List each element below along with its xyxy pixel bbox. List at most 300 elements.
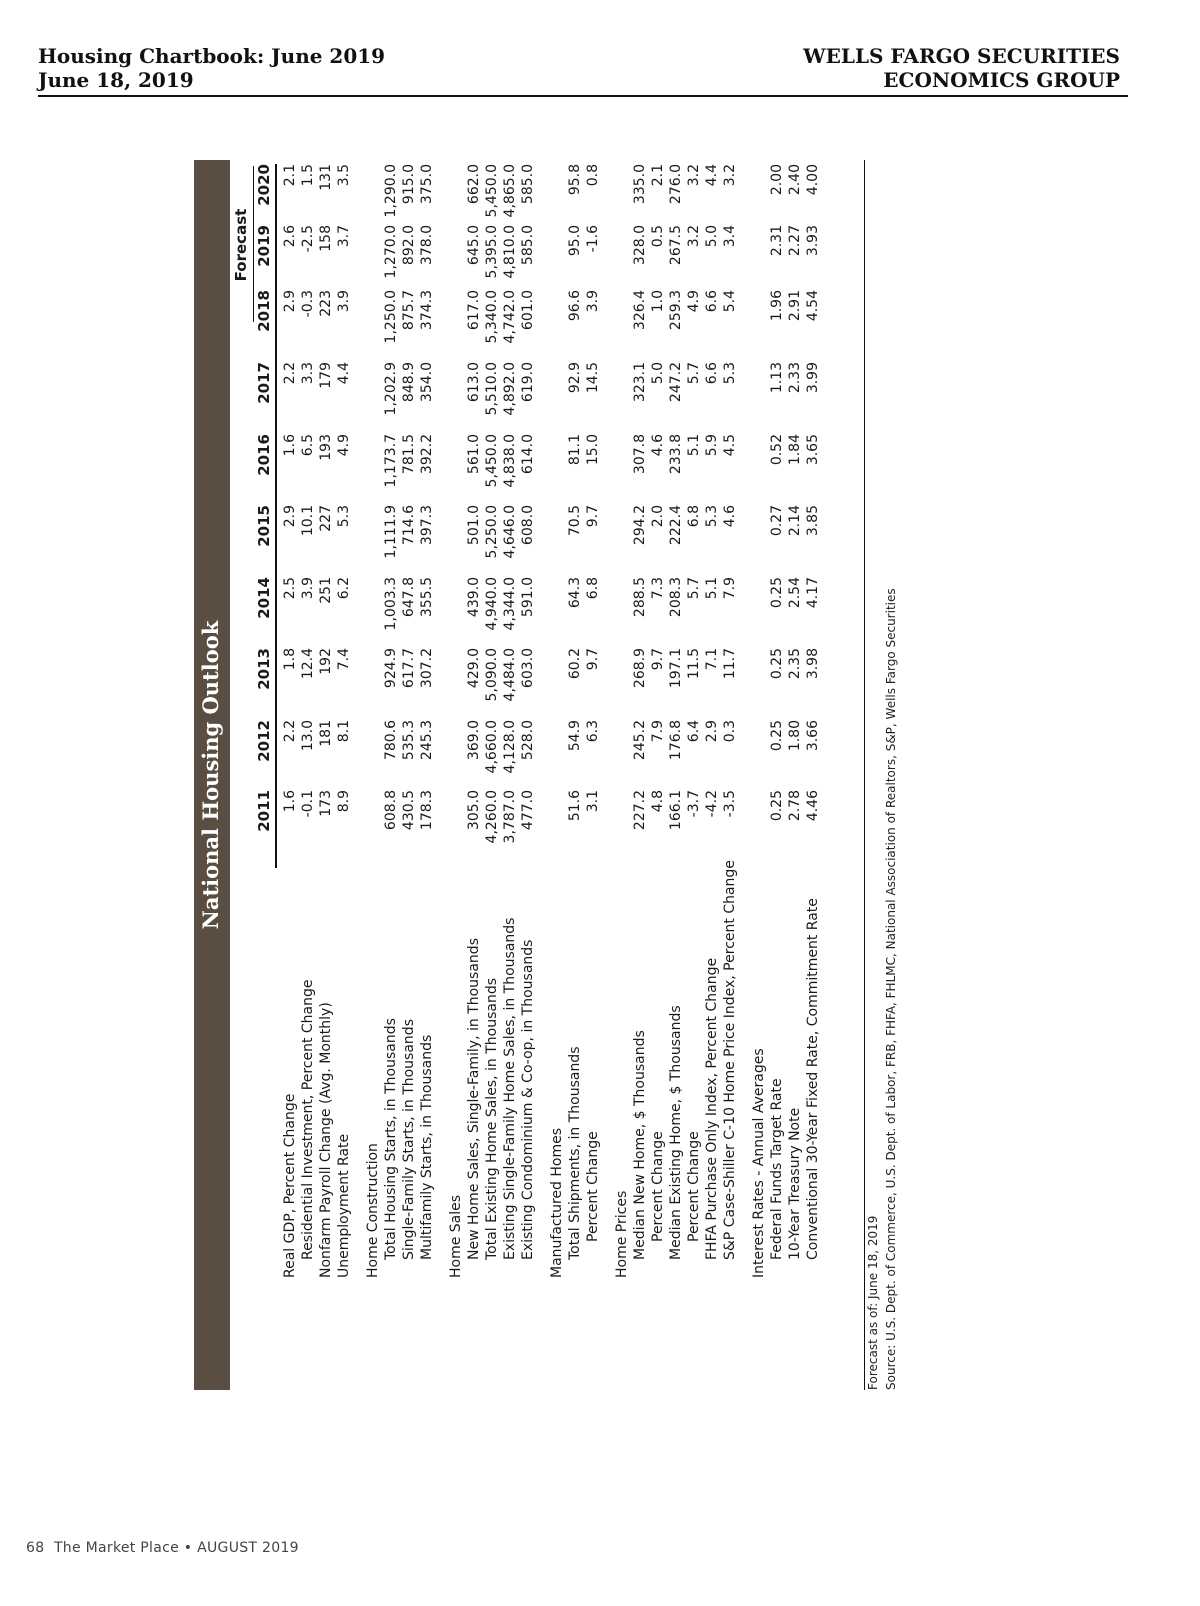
cell-2016: 6.5 — [300, 434, 316, 457]
cell-2012: 369.0 — [466, 720, 482, 761]
year-header-2014: 2014 — [254, 577, 277, 655]
year-header-2016: 2016 — [254, 434, 277, 512]
year-header-2015: 2015 — [254, 505, 277, 583]
table-row — [768, 160, 786, 1390]
table-row — [317, 160, 335, 1390]
cell-2011: 3,787.0 — [502, 790, 518, 844]
cell-2011: 227.2 — [632, 790, 648, 831]
cell-2015: 5,250.0 — [484, 505, 500, 559]
table-title: National Housing Outlook — [198, 620, 223, 930]
cell-2015: 10.1 — [300, 505, 316, 537]
cell-2018: 3.9 — [585, 290, 601, 313]
cell-2016: 392.2 — [419, 434, 435, 475]
cell-2013: 617.7 — [401, 648, 417, 689]
cell-2012: 245.2 — [632, 720, 648, 761]
table-row — [299, 160, 317, 1390]
cell-2019: -1.6 — [585, 225, 601, 253]
cell-2012: 181 — [318, 720, 334, 747]
cell-2011: 430.5 — [401, 790, 417, 831]
cell-2014: 1,003.3 — [383, 577, 399, 631]
cell-2016: 1.6 — [282, 434, 298, 457]
section-header-row — [548, 160, 566, 1390]
cell-2020: 2.00 — [769, 164, 785, 196]
table-row — [382, 160, 400, 1390]
cell-2016: 5.1 — [686, 434, 702, 457]
cell-2020: 5,450.0 — [484, 164, 500, 218]
row-label: Unemployment Rate — [336, 1133, 352, 1278]
cell-2019: 328.0 — [632, 225, 648, 266]
cell-2018: 2.91 — [787, 290, 803, 322]
cell-2012: 780.6 — [383, 720, 399, 761]
cell-2011: -3.5 — [722, 790, 738, 818]
cell-2015: 1,111.9 — [383, 505, 399, 559]
cell-2018: 1.0 — [650, 290, 666, 313]
table-row — [465, 160, 483, 1390]
page-number: 68 — [26, 1540, 45, 1556]
cell-2016: 4,838.0 — [502, 434, 518, 488]
table-row — [703, 160, 721, 1390]
cell-2015: 2.0 — [650, 505, 666, 528]
cell-2015: 714.6 — [401, 505, 417, 546]
cell-2014: 3.9 — [300, 577, 316, 600]
cell-2013: 11.7 — [722, 648, 738, 680]
cell-2011: 4,260.0 — [484, 790, 500, 844]
cell-2011: 1.6 — [282, 790, 298, 813]
cell-2011: -3.7 — [686, 790, 702, 818]
cell-2019: 378.0 — [419, 225, 435, 266]
cell-2013: 7.4 — [336, 648, 352, 671]
cell-2011: 173 — [318, 790, 334, 817]
cell-2020: 1,290.0 — [383, 164, 399, 218]
cell-2011: 0.25 — [769, 790, 785, 822]
year-header-2012: 2012 — [254, 720, 277, 798]
cell-2014: 64.3 — [567, 577, 583, 609]
issue-date: AUGUST 2019 — [197, 1540, 299, 1556]
cell-2017: 5,510.0 — [484, 362, 500, 416]
cell-2011: 8.9 — [336, 790, 352, 813]
cell-2018: 374.3 — [419, 290, 435, 331]
cell-2011: -4.2 — [704, 790, 720, 818]
cell-2018: 96.6 — [567, 290, 583, 322]
cell-2011: 305.0 — [466, 790, 482, 831]
section-header-row — [613, 160, 631, 1390]
cell-2019: 892.0 — [401, 225, 417, 266]
cell-2019: 3.7 — [336, 225, 352, 248]
cell-2020: 131 — [318, 164, 334, 191]
document-header-left — [38, 44, 385, 92]
cell-2014: 208.3 — [668, 577, 684, 618]
row-label: Single-Family Starts, in Thousands — [401, 1019, 417, 1260]
cell-2012: 176.8 — [668, 720, 684, 761]
cell-2020: 276.0 — [668, 164, 684, 205]
cell-2012: 535.3 — [401, 720, 417, 761]
cell-2018: 223 — [318, 290, 334, 317]
cell-2019: 0.5 — [650, 225, 666, 248]
cell-2012: 6.4 — [686, 720, 702, 743]
cell-2015: 3.85 — [805, 505, 821, 537]
cell-2014: 4,940.0 — [484, 577, 500, 631]
header-divider — [38, 95, 1128, 97]
table-row — [400, 160, 418, 1390]
cell-2019: 585.0 — [520, 225, 536, 266]
cell-2011: 2.78 — [787, 790, 803, 822]
forecast-note: Forecast as of: June 18, 2019 — [866, 1215, 880, 1390]
table-row — [804, 160, 822, 1390]
cell-2012: 7.9 — [650, 720, 666, 743]
cell-2014: 6.2 — [336, 577, 352, 600]
cell-2020: 0.8 — [585, 164, 601, 187]
cell-2014: 2.5 — [282, 577, 298, 600]
row-label: Median Existing Home, $ Thousands — [668, 1005, 684, 1260]
footer-bullet: • — [183, 1540, 193, 1556]
cell-2017: 5.0 — [650, 362, 666, 385]
chartbook-date: June 18, 2019 — [38, 68, 194, 92]
cell-2016: 561.0 — [466, 434, 482, 475]
cell-2012: 528.0 — [520, 720, 536, 761]
cell-2016: 4.6 — [650, 434, 666, 457]
cell-2012: 0.3 — [722, 720, 738, 743]
cell-2017: 92.9 — [567, 362, 583, 394]
row-label: Percent Change — [585, 1131, 601, 1242]
cell-2014: 7.9 — [722, 577, 738, 600]
cell-2020: 4,865.0 — [502, 164, 518, 218]
cell-2012: 6.3 — [585, 720, 601, 743]
row-label: Total Shipments, in Thousands — [567, 1046, 583, 1260]
cell-2017: 3.3 — [300, 362, 316, 385]
cell-2013: 9.7 — [585, 648, 601, 671]
cell-2011: 4.46 — [805, 790, 821, 822]
cell-2018: 5.4 — [722, 290, 738, 313]
cell-2011: 166.1 — [668, 790, 684, 831]
row-label: Median New Home, $ Thousands — [632, 1030, 648, 1260]
cell-2019: 2.31 — [769, 225, 785, 257]
cell-2011: 608.8 — [383, 790, 399, 831]
cell-2018: 326.4 — [632, 290, 648, 331]
row-label: Percent Change — [650, 1131, 666, 1242]
cell-2012: 0.25 — [769, 720, 785, 752]
cell-2017: 3.99 — [805, 362, 821, 394]
cell-2017: 5.7 — [686, 362, 702, 385]
cell-2014: 439.0 — [466, 577, 482, 618]
year-header-2011: 2011 — [254, 790, 277, 868]
cell-2016: 4.5 — [722, 434, 738, 457]
section-label: Home Prices — [614, 1190, 630, 1278]
cell-2019: 5.0 — [704, 225, 720, 248]
cell-2015: 608.0 — [520, 505, 536, 546]
row-label: Total Housing Starts, in Thousands — [383, 1018, 399, 1260]
cell-2016: 307.8 — [632, 434, 648, 475]
cell-2019: 158 — [318, 225, 334, 252]
row-label: Multifamily Starts, in Thousands — [419, 1034, 435, 1260]
table-row — [418, 160, 436, 1390]
cell-2016: 614.0 — [520, 434, 536, 475]
notes-divider — [864, 160, 865, 1390]
cell-2016: 781.5 — [401, 434, 417, 475]
cell-2015: 5.3 — [336, 505, 352, 528]
forecast-label: Forecast — [232, 208, 250, 282]
cell-2020: 662.0 — [466, 164, 482, 205]
cell-2018: 5,340.0 — [484, 290, 500, 344]
row-label: S&P Case-Shiller C-10 Home Price Index, Percent Change — [722, 860, 738, 1260]
cell-2019: 267.5 — [668, 225, 684, 266]
cell-2019: 2.27 — [787, 225, 803, 257]
cell-2013: 197.1 — [668, 648, 684, 689]
org-name-line2: ECONOMICS GROUP — [883, 68, 1120, 92]
cell-2013: 3.98 — [805, 648, 821, 680]
cell-2012: 2.2 — [282, 720, 298, 743]
cell-2015: 2.9 — [282, 505, 298, 528]
cell-2013: 0.25 — [769, 648, 785, 680]
cell-2011: -0.1 — [300, 790, 316, 818]
cell-2016: 1.84 — [787, 434, 803, 466]
table-row — [786, 160, 804, 1390]
cell-2011: 51.6 — [567, 790, 583, 822]
cell-2017: 2.33 — [787, 362, 803, 394]
cell-2020: 335.0 — [632, 164, 648, 205]
cell-2018: 4,742.0 — [502, 290, 518, 344]
cell-2014: 647.8 — [401, 577, 417, 618]
cell-2018: 4.54 — [805, 290, 821, 322]
cell-2019: 95.0 — [567, 225, 583, 257]
cell-2018: 4.9 — [686, 290, 702, 313]
cell-2016: 81.1 — [567, 434, 583, 466]
cell-2013: 924.9 — [383, 648, 399, 689]
cell-2012: 245.3 — [419, 720, 435, 761]
cell-2017: 179 — [318, 362, 334, 389]
cell-2014: 2.54 — [787, 577, 803, 609]
cell-2012: 13.0 — [300, 720, 316, 752]
cell-2019: 3.93 — [805, 225, 821, 257]
table-row — [631, 160, 649, 1390]
cell-2016: 0.52 — [769, 434, 785, 466]
cell-2013: 192 — [318, 648, 334, 675]
cell-2013: 429.0 — [466, 648, 482, 689]
year-header-2013: 2013 — [254, 648, 277, 726]
table-title-band — [194, 160, 230, 1390]
cell-2015: 6.8 — [686, 505, 702, 528]
cell-2020: 375.0 — [419, 164, 435, 205]
cell-2017: 619.0 — [520, 362, 536, 403]
row-label: Federal Funds Target Rate — [769, 1078, 785, 1260]
chartbook-title: Housing Chartbook: June 2019 — [38, 44, 386, 68]
year-header-2018: 2018 — [254, 290, 277, 368]
row-label: FHFA Purchase Only Index, Percent Change — [704, 957, 720, 1260]
cell-2011: 178.3 — [419, 790, 435, 831]
cell-2017: 848.9 — [401, 362, 417, 403]
cell-2016: 15.0 — [585, 434, 601, 466]
cell-2019: 1,270.0 — [383, 225, 399, 279]
year-header-2017: 2017 — [254, 362, 277, 440]
cell-2012: 8.1 — [336, 720, 352, 743]
cell-2014: 251 — [318, 577, 334, 604]
cell-2017: 6.6 — [704, 362, 720, 385]
section-header-row — [750, 160, 768, 1390]
cell-2016: 4.9 — [336, 434, 352, 457]
cell-2014: 5.7 — [686, 577, 702, 600]
cell-2016: 3.65 — [805, 434, 821, 466]
cell-2013: 268.9 — [632, 648, 648, 689]
cell-2018: -0.3 — [300, 290, 316, 318]
cell-2014: 288.5 — [632, 577, 648, 618]
cell-2011: 4.8 — [650, 790, 666, 813]
cell-2013: 1.8 — [282, 648, 298, 671]
cell-2014: 7.3 — [650, 577, 666, 600]
cell-2018: 1,250.0 — [383, 290, 399, 344]
row-label: New Home Sales, Single-Family, in Thousands — [466, 938, 482, 1260]
cell-2014: 6.8 — [585, 577, 601, 600]
cell-2018: 6.6 — [704, 290, 720, 313]
cell-2019: -2.5 — [300, 225, 316, 253]
publication-name: The Market Place — [53, 1540, 180, 1556]
row-label: Percent Change — [686, 1131, 702, 1242]
table-row — [335, 160, 353, 1390]
cell-2013: 60.2 — [567, 648, 583, 680]
cell-2015: 4.6 — [722, 505, 738, 528]
cell-2018: 875.7 — [401, 290, 417, 331]
cell-2017: 354.0 — [419, 362, 435, 403]
cell-2016: 233.8 — [668, 434, 684, 475]
year-header-2019: 2019 — [254, 225, 277, 303]
cell-2015: 227 — [318, 505, 334, 532]
cell-2014: 355.5 — [419, 577, 435, 618]
table-row — [584, 160, 602, 1390]
cell-2013: 5,090.0 — [484, 648, 500, 702]
document-header-right — [803, 44, 1120, 92]
cell-2015: 2.14 — [787, 505, 803, 537]
row-label: Conventional 30-Year Fixed Rate, Commitment Rate — [805, 898, 821, 1260]
cell-2016: 5,450.0 — [484, 434, 500, 488]
cell-2017: 4.4 — [336, 362, 352, 385]
section-label: Home Construction — [365, 1143, 381, 1278]
cell-2013: 9.7 — [650, 648, 666, 671]
cell-2017: 14.5 — [585, 362, 601, 394]
cell-2018: 617.0 — [466, 290, 482, 331]
cell-2020: 4.00 — [805, 164, 821, 196]
row-label: Nonfarm Payroll Change (Avg. Monthly) — [318, 1002, 334, 1278]
table-row — [519, 160, 537, 1390]
cell-2012: 2.9 — [704, 720, 720, 743]
section-label: Interest Rates - Annual Averages — [751, 1048, 767, 1278]
cell-2013: 7.1 — [704, 648, 720, 671]
section-header-row — [447, 160, 465, 1390]
cell-2020: 585.0 — [520, 164, 536, 205]
cell-2014: 591.0 — [520, 577, 536, 618]
section-label: Manufactured Homes — [549, 1127, 565, 1278]
cell-2018: 3.9 — [336, 290, 352, 313]
table-row — [649, 160, 667, 1390]
cell-2020: 3.5 — [336, 164, 352, 187]
cell-2020: 2.1 — [282, 164, 298, 187]
cell-2015: 222.4 — [668, 505, 684, 546]
row-label: Residential Investment, Percent Change — [300, 979, 316, 1260]
table-row — [685, 160, 703, 1390]
cell-2019: 3.2 — [686, 225, 702, 248]
cell-2018: 601.0 — [520, 290, 536, 331]
table-row — [483, 160, 501, 1390]
row-label: Total Existing Home Sales, in Thousands — [484, 977, 500, 1260]
cell-2015: 70.5 — [567, 505, 583, 537]
cell-2019: 645.0 — [466, 225, 482, 266]
cell-2017: 613.0 — [466, 362, 482, 403]
cell-2013: 2.35 — [787, 648, 803, 680]
year-header-2020: 2020 — [254, 164, 277, 242]
table-row — [501, 160, 519, 1390]
row-label: 10-Year Treasury Note — [787, 1107, 803, 1260]
cell-2018: 2.9 — [282, 290, 298, 313]
cell-2017: 5.3 — [722, 362, 738, 385]
row-label: Real GDP, Percent Change — [282, 1093, 298, 1278]
cell-2019: 5,395.0 — [484, 225, 500, 279]
cell-2013: 603.0 — [520, 648, 536, 689]
section-header-row — [364, 160, 382, 1390]
cell-2020: 915.0 — [401, 164, 417, 205]
cell-2019: 4,810.0 — [502, 225, 518, 279]
cell-2014: 4.17 — [805, 577, 821, 609]
cell-2015: 294.2 — [632, 505, 648, 546]
row-label: Existing Single-Family Home Sales, in Thousands — [502, 917, 518, 1260]
table-row — [566, 160, 584, 1390]
cell-2019: 3.4 — [722, 225, 738, 248]
cell-2012: 1.80 — [787, 720, 803, 752]
cell-2012: 4,128.0 — [502, 720, 518, 774]
cell-2015: 0.27 — [769, 505, 785, 537]
cell-2017: 4,892.0 — [502, 362, 518, 416]
cell-2020: 3.2 — [722, 164, 738, 187]
row-label: Existing Condominium & Co-op, in Thousands — [520, 939, 536, 1260]
cell-2016: 5.9 — [704, 434, 720, 457]
page-footer — [26, 1540, 299, 1556]
housing-outlook-table — [180, 160, 898, 1390]
cell-2018: 1.96 — [769, 290, 785, 322]
cell-2015: 501.0 — [466, 505, 482, 546]
cell-2020: 1.5 — [300, 164, 316, 187]
cell-2015: 5.3 — [704, 505, 720, 528]
cell-2020: 4.4 — [704, 164, 720, 187]
cell-2013: 11.5 — [686, 648, 702, 680]
cell-2015: 4,646.0 — [502, 505, 518, 559]
cell-2017: 1,202.9 — [383, 362, 399, 416]
cell-2013: 4,484.0 — [502, 648, 518, 702]
cell-2019: 2.6 — [282, 225, 298, 248]
table-row — [721, 160, 739, 1390]
cell-2017: 2.2 — [282, 362, 298, 385]
cell-2015: 9.7 — [585, 505, 601, 528]
cell-2013: 307.2 — [419, 648, 435, 689]
cell-2016: 1,173.7 — [383, 434, 399, 488]
cell-2012: 4,660.0 — [484, 720, 500, 774]
cell-2016: 193 — [318, 434, 334, 461]
org-name-line1: WELLS FARGO SECURITIES — [803, 44, 1120, 68]
cell-2020: 2.1 — [650, 164, 666, 187]
cell-2014: 4,344.0 — [502, 577, 518, 631]
cell-2012: 3.66 — [805, 720, 821, 752]
cell-2020: 95.8 — [567, 164, 583, 196]
cell-2020: 2.40 — [787, 164, 803, 196]
section-label: Home Sales — [448, 1194, 464, 1278]
cell-2020: 3.2 — [686, 164, 702, 187]
cell-2014: 5.1 — [704, 577, 720, 600]
cell-2017: 323.1 — [632, 362, 648, 403]
source-note: Source: U.S. Dept. of Commerce, U.S. Dept. of Labor, FRB, FHFA, FHLMC, National Association of Realtors, S&P, Wells Fargo Securities — [884, 588, 898, 1390]
cell-2011: 477.0 — [520, 790, 536, 831]
cell-2017: 247.2 — [668, 362, 684, 403]
cell-2018: 259.3 — [668, 290, 684, 331]
table-row — [667, 160, 685, 1390]
cell-2013: 12.4 — [300, 648, 316, 680]
cell-2015: 397.3 — [419, 505, 435, 546]
cell-2011: 3.1 — [585, 790, 601, 813]
cell-2012: 54.9 — [567, 720, 583, 752]
